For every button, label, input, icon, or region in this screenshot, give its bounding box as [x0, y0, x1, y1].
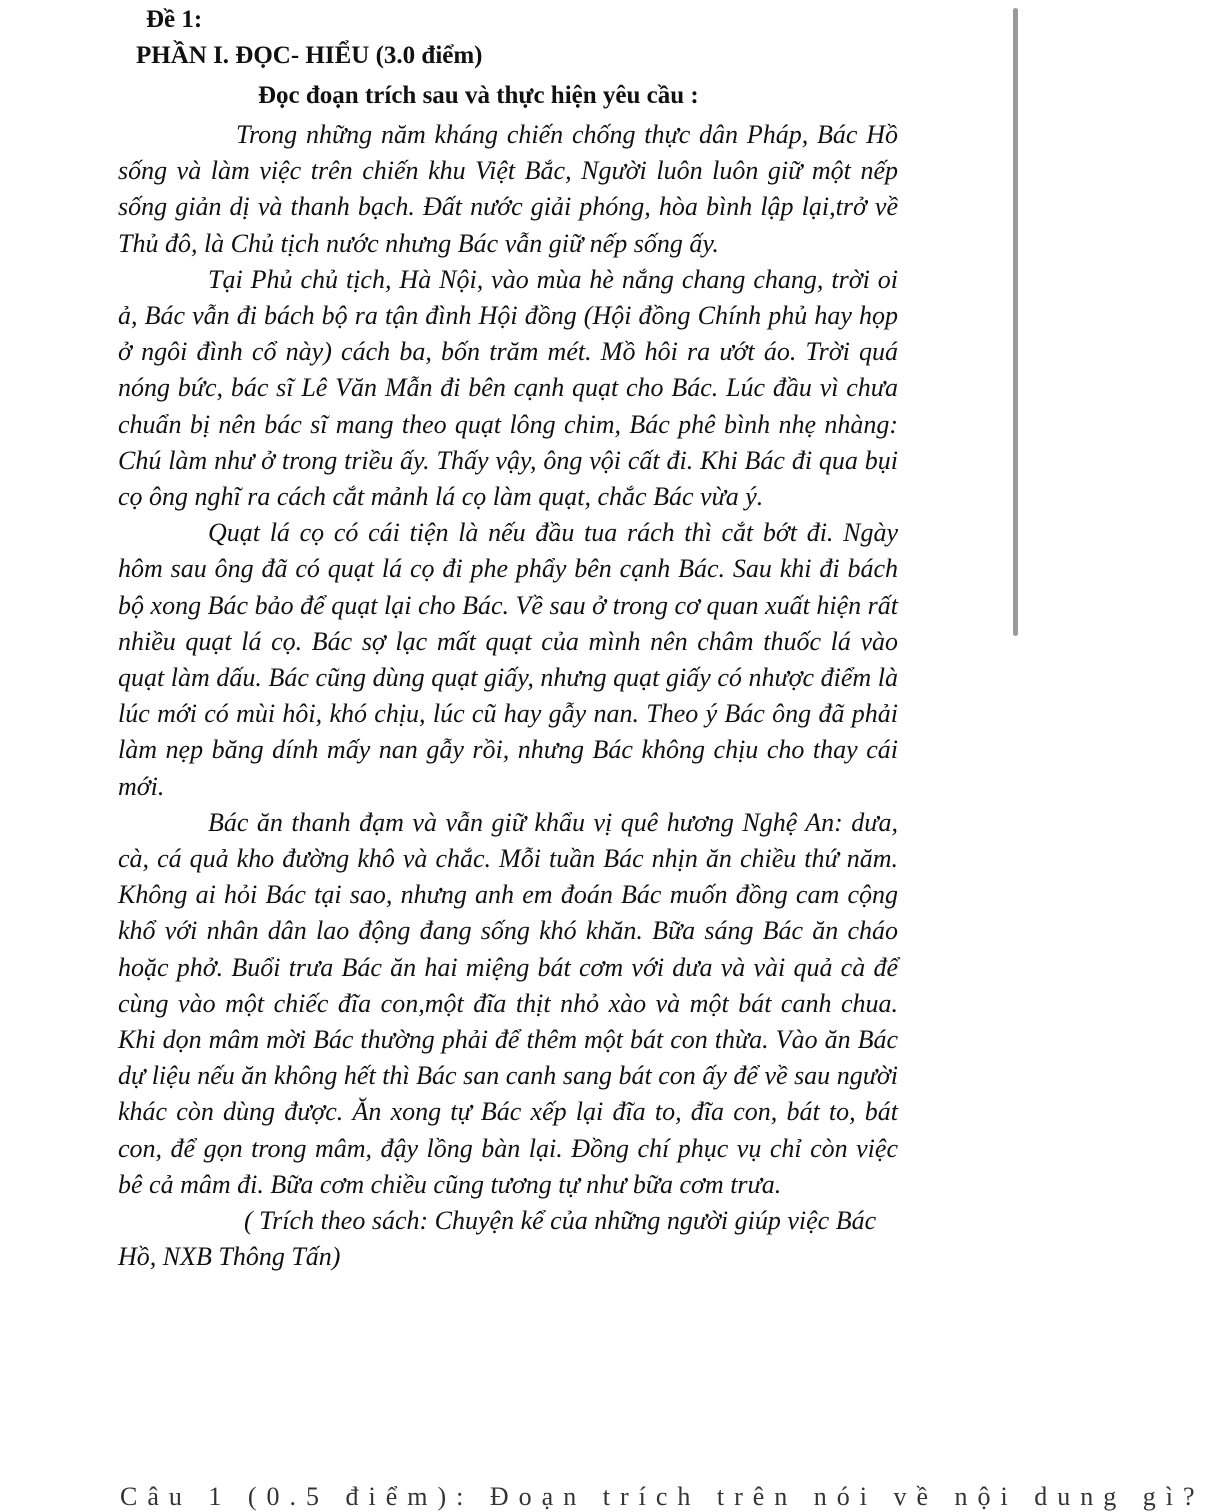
passage-paragraph: Trong những năm kháng chiến chống thực dân Pháp, Bác Hồ sống và làm việc trên chiến khu Việt Bắc, Người luôn luôn giữ một nếp sống giản dị và thanh bạch. Đất nước giải phóng, hòa bình lập lại,trở về Thủ đô, là Chủ tịch nước nhưng Bác vẫn giữ nếp sống ấy.: [118, 120, 898, 258]
passage-paragraph: Bác ăn thanh đạm và vẫn giữ khẩu vị quê hương Nghệ An: dưa, cà, cá quả kho đường khô và chắc. Mỗi tuần Bác nhịn ăn chiều thứ năm. Không ai hỏi Bác tại sao, nhưng anh em đoán Bác muốn đồng cam cộng khổ với nhân dân lao động đang sống khó khăn. Bữa sáng Bác ăn cháo hoặc phở. Buổi trưa Bác ăn hai miệng bát cơm với dưa và vài quả cà để cùng vào một chiếc đĩa con,một đĩa thịt nhỏ xào và một bát canh chua. Khi dọn mâm mời Bác thường phải để thêm một bát con thừa. Vào ăn Bác dự liệu nếu ăn không hết thì Bác san canh sang bát con ấy để về sau người khác còn dùng được. Ăn xong tự Bác xếp lại đĩa to, đĩa con, bát to, bát con, để gọn trong mâm, đậy lồng bàn lại. Đồng chí phục vụ chỉ còn việc bê cả mâm đi. Bữa cơm chiều cũng tương tự như bữa cơm trưa.: [118, 807, 898, 1199]
reading-passage: [118, 117, 898, 1276]
scrollbar[interactable]: [1013, 8, 1018, 636]
passage-paragraph: Quạt lá cọ có cái tiện là nếu đầu tua rách thì cắt bớt đi. Ngày hôm sau ông đã có quạt lá cọ đi phe phẩy bên cạnh Bác. Sau khi đi bách bộ xong Bác bảo để quạt lại cho Bác. Về sau ở trong cơ quan xuất hiện rất nhiều quạt lá cọ. Bác sợ lạc mất quạt của mình nên châm thuốc lá vào quạt làm dấu. Bác cũng dùng quạt giấy, nhưng quạt giấy có nhược điểm là lúc mới có mùi hôi, khó chịu, lúc cũ hay gẫy nan. Theo ý Bác ông đã phải làm nẹp băng dính mấy nan gẫy rồi, nhưng Bác không chịu cho thay cái mới.: [118, 518, 898, 801]
passage-source: ( Trích theo sách: Chuyện kể của những người giúp việc Bác Hồ, NXB Thông Tấn): [118, 1206, 877, 1272]
cut-off-question-line: Câu 1 (0.5 điểm): Đoạn trích trên nói về nội dung gì?: [120, 1482, 1205, 1511]
section-title: PHẦN I. ĐỌC- HIỂU (3.0 điểm): [136, 42, 483, 69]
exam-title: Đề 1:: [146, 6, 203, 33]
instruction: Đọc đoạn trích sau và thực hiện yêu cầu :: [258, 82, 699, 109]
passage-paragraph: Tại Phủ chủ tịch, Hà Nội, vào mùa hè nắng chang chang, trời oi ả, Bác vẫn đi bách bộ ra tận đình Hội đồng (Hội đồng Chính phủ hay họp ở ngôi đình cổ này) cách ba, bốn trăm mét. Mồ hôi ra ướt áo. Trời quá nóng bức, bác sĩ Lê Văn Mẫn đi bên cạnh quạt cho Bác. Lúc đầu vì chưa chuẩn bị nên bác sĩ mang theo quạt lông chim, Bác phê bình nhẹ nhàng: Chú làm như ở trong triều ấy. Thấy vậy, ông vội cất đi. Khi Bác đi qua bụi cọ ông nghĩ ra cách cắt mảnh lá cọ làm quạt, chắc Bác vừa ý.: [118, 264, 898, 512]
